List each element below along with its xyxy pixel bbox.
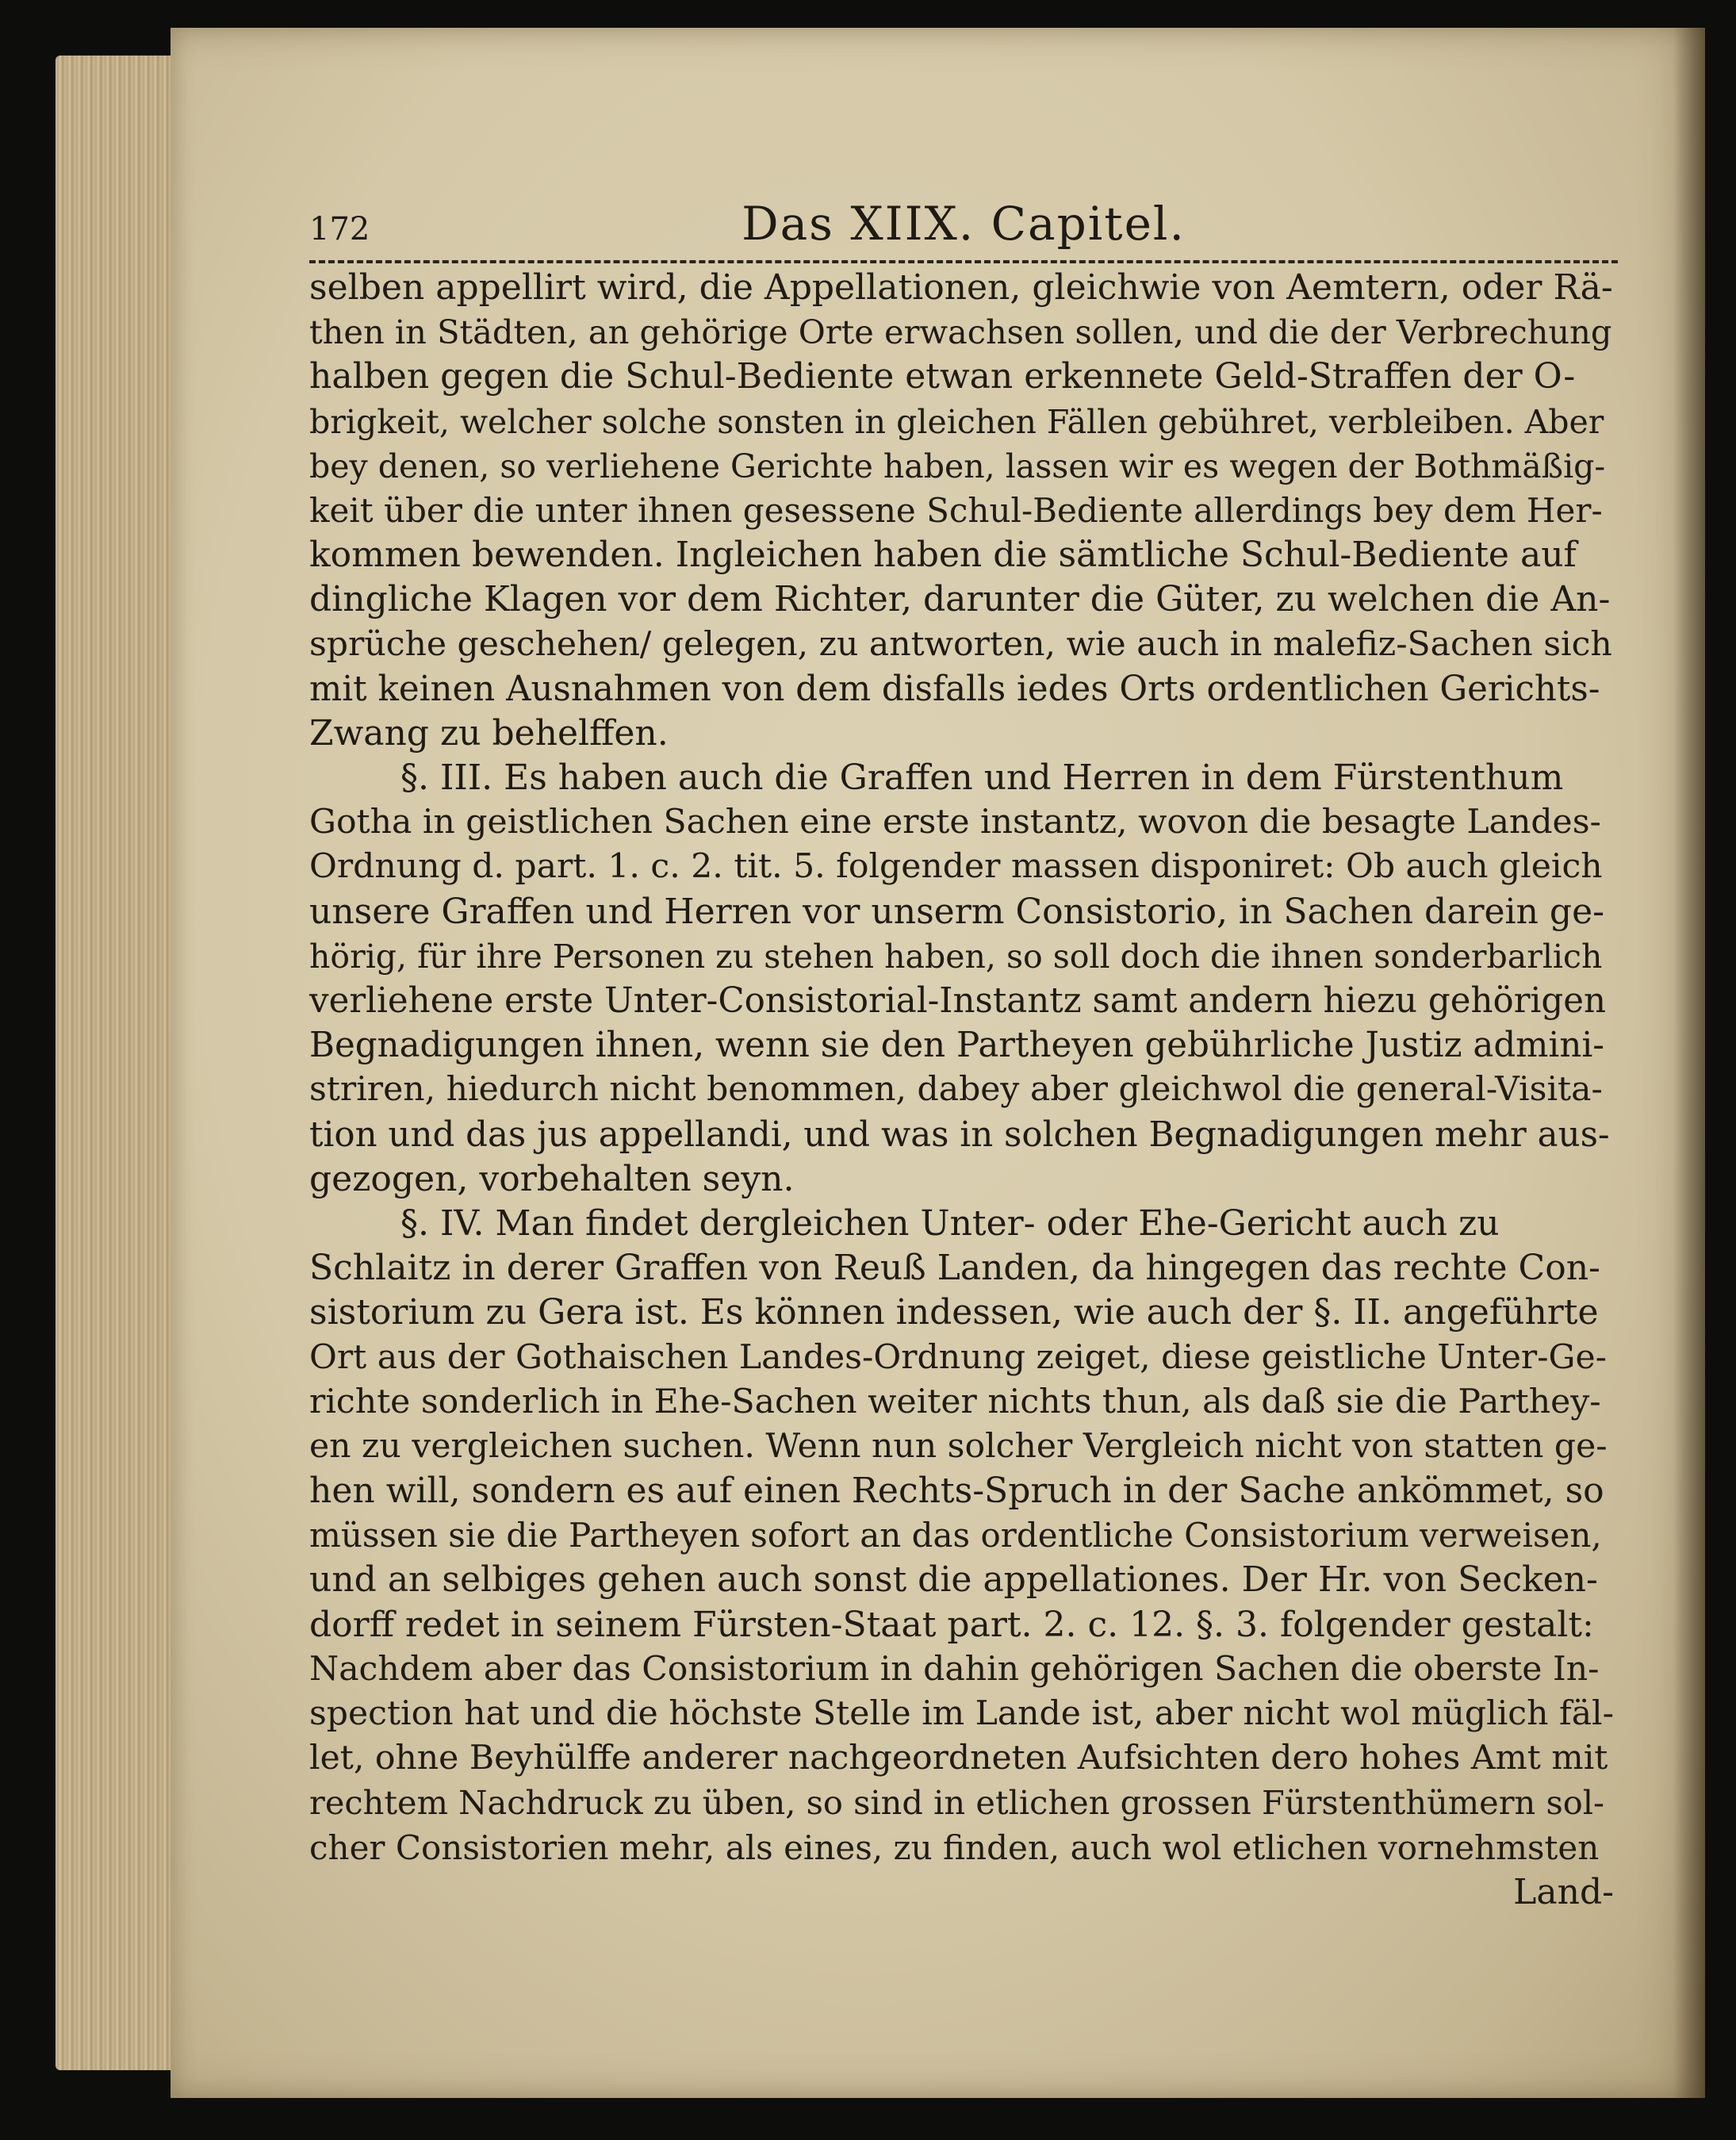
text-line: tion und das jus appellandi, und was in solchen Begnadigungen mehr aus- bbox=[309, 1114, 1610, 1155]
text-line: sistorium zu Gera ist. Es können indessen, wie auch der §. II. angeführte bbox=[309, 1292, 1599, 1333]
text-line: let, ohne Beyhülffe anderer nachgeordneten Aufsichten dero hohes Amt mit bbox=[309, 1739, 1608, 1778]
text-line: spection hat und die höchste Stelle im Lande ist, aber nicht wol müglich fäl- bbox=[309, 1694, 1614, 1733]
text-line: richte sonderlich in Ehe-Sachen weiter nichts thun, als daß sie die Parthey- bbox=[309, 1382, 1601, 1421]
paragraph-start-section-3: §. III. Es haben auch die Graffen und Herren in dem Fürstenthum bbox=[400, 757, 1564, 799]
text-line: Zwang zu behelffen. bbox=[309, 712, 669, 754]
text-line: und an selbiges gehen auch sonst die appellationes. Der Hr. von Secken- bbox=[309, 1559, 1598, 1601]
running-title: Das XIIX. Capitel. bbox=[742, 197, 1186, 251]
paragraph-start-section-4: §. IV. Man findet dergleichen Unter- oder Ehe-Gericht auch zu bbox=[400, 1202, 1500, 1244]
text-line: kommen bewenden. Ingleichen haben die sämtliche Schul-Bediente auf bbox=[309, 535, 1577, 576]
text-line: verliehene erste Unter-Consistorial-Instantz samt andern hiezu gehörigen bbox=[309, 981, 1607, 1021]
text-line: müssen sie die Partheyen sofort an das ordentliche Consistorium verweisen, bbox=[309, 1516, 1602, 1555]
text-line: Begnadigungen ihnen, wenn sie den Partheyen gebührliche Justiz admini- bbox=[309, 1026, 1604, 1066]
text-line: hörig, für ihre Personen zu stehen haben, so soll doch die ihnen sonderbarlich bbox=[309, 937, 1603, 976]
text-line: Ort aus der Gothaischen Landes-Ordnung zeiget, diese geistliche Unter-Ge- bbox=[309, 1337, 1607, 1377]
text-line: Gotha in geistlichen Sachen eine erste instantz, wovon die besagte Landes- bbox=[309, 803, 1601, 842]
text-line: sprüche geschehen/ gelegen, zu antworten, wie auch in malefiz-Sachen sich bbox=[309, 624, 1612, 664]
text-line: Schlaitz in derer Graffen von Reuß Landen, da hingegen das rechte Con- bbox=[309, 1248, 1600, 1289]
text-line: rechtem Nachdruck zu üben, so sind in etlichen grossen Fürstenthümern sol- bbox=[309, 1783, 1605, 1823]
text-line: Ordnung d. part. 1. c. 2. tit. 5. folgender massen disponiret: Ob auch gleich bbox=[309, 847, 1603, 887]
text-line: en zu vergleichen suchen. Wenn nun solcher Vergleich nicht von statten ge- bbox=[309, 1426, 1608, 1466]
text-line: dorff redet in seinem Fürsten-Staat part. 2. c. 12. §. 3. folgender gestalt: bbox=[309, 1604, 1594, 1645]
text-line: cher Consistorien mehr, als eines, zu finden, auch wol etlichen vornehmsten bbox=[309, 1827, 1600, 1867]
catchword: Land- bbox=[1513, 1871, 1614, 1912]
body-text bbox=[309, 266, 1614, 1915]
text-line: dingliche Klagen vor dem Richter, darunter die Güter, zu welchen die An- bbox=[309, 579, 1611, 620]
text-line: striren, hiedurch nicht benommen, dabey aber gleichwol die general-Visita- bbox=[309, 1070, 1603, 1110]
text-line: Nachdem aber das Consistorium in dahin gehörigen Sachen die oberste In- bbox=[309, 1649, 1600, 1689]
page-gutter-shadow bbox=[1673, 28, 1705, 2098]
text-line: keit über die unter ihnen gesessene Schul-Bediente allerdings bey dem Her- bbox=[309, 490, 1603, 530]
text-line: selben appellirt wird, die Appellationen, gleichwie von Aemtern, oder Rä- bbox=[309, 267, 1613, 308]
text-line: bey denen, so verliehene Gerichte haben, lassen wir es wegen der Bothmäßig- bbox=[309, 447, 1606, 485]
text-line: hen will, sondern es auf einen Rechts-Spruch in der Sache ankömmet, so bbox=[309, 1471, 1604, 1512]
text-line: mit keinen Ausnahmen von dem disfalls iedes Orts ordentlichen Gerichts- bbox=[309, 669, 1600, 709]
text-line: halben gegen die Schul-Bediente etwan erkennete Geld-Straffen der O- bbox=[309, 356, 1576, 397]
header-rule bbox=[309, 260, 1618, 263]
text-line: gezogen, vorbehalten seyn. bbox=[309, 1158, 795, 1199]
text-line: unsere Graffen und Herren vor unserm Consistorio, in Sachen darein ge- bbox=[309, 891, 1604, 932]
page-header bbox=[309, 197, 1618, 252]
text-line: then in Städten, an gehörige Orte erwachsen sollen, und die der Verbrechung bbox=[309, 313, 1612, 352]
text-line: brigkeit, welcher solche sonsten in gleichen Fällen gebühret, verbleiben. Aber bbox=[309, 402, 1604, 441]
page-number: 172 bbox=[309, 211, 370, 247]
